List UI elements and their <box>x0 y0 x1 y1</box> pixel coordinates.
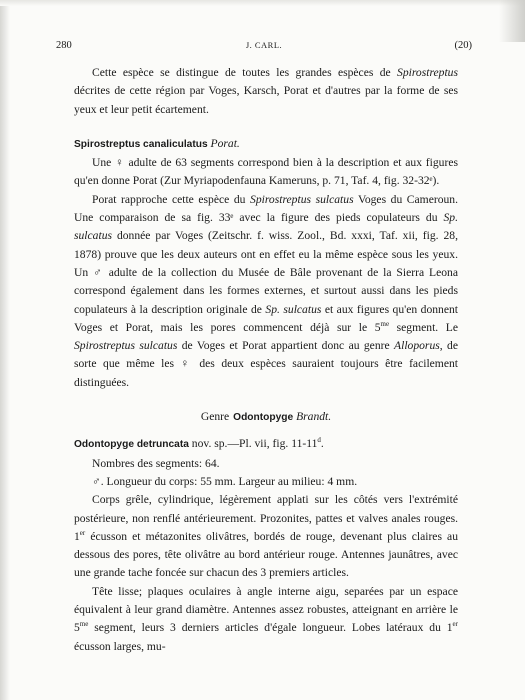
section-number: (20) <box>454 40 472 51</box>
page-number: 280 <box>56 40 72 51</box>
scan-edge-shadow <box>499 0 525 42</box>
page-gutter-shadow <box>0 0 10 700</box>
paragraph-intro: Cette espèce se distingue de toutes les grandes espèces de Spirostreptus décrites de cette région par Voges, Karsch, Porat et d'autres par la forme de ses yeux et leur petit écartement. <box>74 66 458 116</box>
paragraph-segments: Nombres des segments: 64. <box>92 456 220 470</box>
species-heading-canaliculatus: Spirostreptus canaliculatus Porat. <box>74 136 240 150</box>
paragraph-comparison: Porat rapproche cette espèce du Spirostreptus sulcatus Voges du Cameroun. Une comparaison de sa fig. 33ᵉ avec la figure des pieds copulateurs du Sp. sulcatus donnée par Voges (Zeitschr. f. wiss. Zool., Bd. xxxi, Taf. xii, fig. 28, 1878) prouve que les deux auteurs ont en effet eu la même espèce sous les yeux. Un ♂ adulte de la collection du Musée de Bâle provenant de la Sierra Leona correspond également dans les formes externes, et surtout aussi dans les pieds copulateurs à la description originale de Sp. sulcatus et aux figures qu'en donnent Voges et Porat, mais les pores commencent déjà sur le $5^{me}$ segment. Le Spirostreptus sulcatus de Voges et Porat appartient donc au genre Alloporus, de sorte que même les ♀ des deux espèces sauraient toujours être facilement distinguées. <box>74 192 458 389</box>
paragraph-measurements: ♂. Longueur du corps: 55 mm. Largeur au milieu: 4 mm. <box>92 474 358 488</box>
page-top-shadow <box>0 0 525 6</box>
paragraph-body-description: Corps grêle, cylindrique, légèrement applati sur les côtés vers l'extrémité postérieure, non renflé antérieurement. Prozonites, pattes et valves anales rouges. 1er écusson et métazonites olivâtres, bordés de rouge, devenant plus claires au dessous des pores, tête olivâtre au bord antérieur rouge. Antennes jaunâtres, avec une grande tache foncée sur chacun des 3 premiers articles. <box>74 493 458 580</box>
running-header <box>56 40 472 56</box>
paragraph-specimen: Une ♀ adulte de 63 segments correspond bien à la description et aux figures qu'en donne Porat (Zur Myriapodenfauna Kameruns, p. 71, Taf. 4, fig. 32-32ᵉ). <box>74 156 458 188</box>
genre-heading: Genre Odontopyge Brandt. <box>200 410 332 424</box>
species-heading-detruncata: Odontopyge detruncata nov. sp.—Pl. vii, fig. 11-11$^d$. <box>74 436 324 451</box>
page-body <box>74 64 458 656</box>
paragraph-head-description: Tête lisse; plaques oculaires à angle interne aigu, separées par un espace équivalent à leur grand diamètre. Antennes assez robustes, atteignant en arrière le $5^{me}$ segment, leurs 3 derniers articles d'égale longueur. Lobes latéraux du 1er écusson larges, mu- <box>74 584 458 653</box>
running-author: J. CARL. <box>245 40 283 50</box>
